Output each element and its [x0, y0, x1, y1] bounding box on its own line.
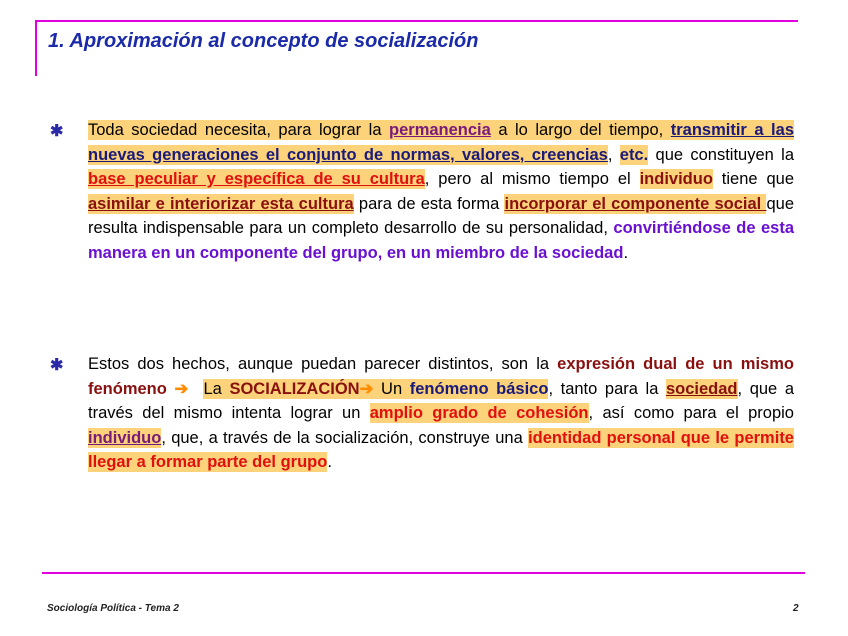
p2-expresion-dual: expresión dual de un mismo fenómeno [88, 355, 794, 398]
p1-convirtiendose: convirtiéndose de esta manera en un componente del grupo, en un miembro de la sociedad [88, 219, 795, 262]
p2-text-5: Un [373, 379, 410, 398]
p1-text-9: , pero al mismo tiempo el [424, 170, 640, 189]
p1-etc: etc. [619, 145, 649, 164]
p1-text-17: . [623, 243, 629, 262]
p2-text-9: , que a través del mismo intenta lograr un [88, 379, 794, 423]
p2-sociedad: sociedad [665, 379, 738, 398]
p1-incorporar: incorporar el componente social [504, 194, 767, 213]
p2-individuo: individuo [88, 428, 162, 447]
p1-text-1: Toda sociedad necesita, para lograr la [88, 121, 390, 139]
paragraph-1 [88, 118, 794, 266]
p2-fenomeno-basico: fenómeno básico [409, 379, 549, 398]
p1-text-15: que resulta indispensable para un completo desarrollo de su personalidad, [88, 194, 794, 238]
bullet-star-icon: ✱ [50, 357, 64, 374]
p2-text-3: La [203, 379, 230, 398]
p2-text-1: Estos dos hechos, aunque puedan parecer distintos, son la [88, 355, 558, 373]
p2-text-13: , que, a través de la socialización, construye una [161, 428, 529, 447]
p2-identidad-personal: identidad personal que le permite llegar a formar parte del grupo [88, 428, 794, 472]
p1-text-13: para de esta forma [353, 194, 505, 213]
arrow-right-icon: ➔ [174, 379, 189, 398]
p1-base-peculiar: base peculiar y específica de su cultura [88, 170, 425, 189]
arrow-right-icon: ➔ [359, 379, 374, 398]
p1-text-5: , [607, 145, 620, 164]
left-rule [35, 20, 37, 76]
bullet-star-icon: ✱ [50, 123, 64, 140]
page-number: 2 [793, 603, 799, 614]
p1-asimilar: asimilar e interiorizar esta cultura [88, 194, 354, 213]
paragraph-2 [88, 352, 794, 475]
p2-text-15: . [327, 453, 332, 472]
p2-socializacion: SOCIALIZACIÓN [229, 379, 360, 398]
p2-text-11: , así como para el propio [588, 404, 794, 423]
p2-text-7: , tanto para la [548, 379, 666, 398]
p1-text-3: a lo largo del tiempo, [490, 121, 671, 139]
footer-course: Sociología Política - Tema 2 [47, 603, 179, 614]
top-rule [35, 20, 798, 22]
p1-individuo: individuo [639, 170, 713, 189]
p2-amplio-grado: amplio grado de cohesión [369, 404, 589, 423]
p1-transmitir: transmitir a las nuevas generaciones el conjunto de normas, valores, creencias [88, 121, 794, 164]
p1-permanencia: permanencia [389, 121, 491, 139]
p1-text-11: tiene que [712, 170, 795, 189]
p1-text-7: que constituyen la [648, 145, 794, 164]
slide-title: 1. Aproximación al concepto de socialización [48, 30, 479, 52]
bottom-rule [42, 572, 805, 574]
